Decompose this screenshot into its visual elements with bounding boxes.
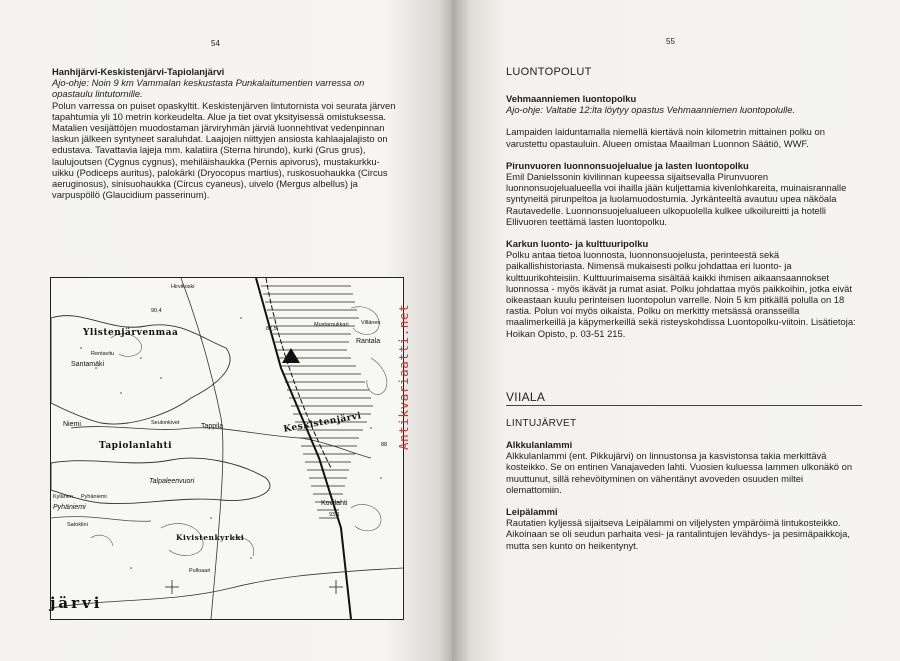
page-number-left: 54 xyxy=(211,39,220,48)
left-text-block xyxy=(52,66,397,200)
lake-body: Rautatien kyljessä sijaitseva Leipälammi on viljelysten ympäröimä lintukosteikko. Aikoinaan se oli seudun parhaita vesi- ja rantalintujen levähdys- ja pesimäpaikkoja, mutta sen kunto on heikentynyt. xyxy=(506,517,850,551)
page-number-right: 55 xyxy=(666,37,675,46)
entry-body: Lampaiden laiduntamalla niemellä kiertävä noin kilometrin mittainen polku on varustettu opastauluin. Alueen omistaa Maailman Luonnon Säätiö, WWF. xyxy=(506,126,825,149)
map-label-keskistenjarvi: Keskistenjärvi xyxy=(282,411,363,435)
sub-heading-lintujarvet: LINTUJÄRVET xyxy=(506,418,577,429)
entry-title: Pirunvuoren luonnonsuojelualue ja lasten luontopolku xyxy=(506,159,749,171)
map-label-tapiolanlahti: Tapiolanlahti xyxy=(99,441,173,451)
entry-title: Karkun luonto- ja kulttuuripolku xyxy=(506,238,649,250)
lake-body: Alkkulanlammi (ent. Pikkujärvi) on linnustonsa ja kasvistonsa takia merkittävä kosteikko. Se on entinen Vanajaveden lahti. Vuosien kuluessa lammen ulkonäkö on muuttunut, sillä rehevöityminen on vähentänyt avoveden osuuden miltei olemattomiin. xyxy=(506,450,853,495)
entry-body: Emil Danielssonin kivilinnan kupeessa sijaitsevalla Pirunvuoren luonnonsuojelualueella voi ihailla jään kuljettamia kivenlohkareita, muinaisrannalle syntyneitä pirunpeltoa ja luolamuodostumia. Jyrkänteeltä avautuu upea näköala Rautavedelle. Luonnonsuojelualueen ulkopuolella kulkee ulkoilureitti ja hotelli Ellivuoren teettämä lasten luontopolku. xyxy=(506,171,847,227)
entry-vehmaanniemi xyxy=(506,93,860,149)
map-label-ylistenjarvenmaa: Ylistenjärvenmaa xyxy=(83,328,179,338)
map-elevation-1: 90,4 xyxy=(151,308,162,314)
map-label-pyhaniemi-small: Pyhäniemi xyxy=(81,494,107,500)
map-label-villanen: Villänen xyxy=(361,320,381,326)
entry-karkku xyxy=(506,238,860,339)
section-heading-luontopolut: LUONTOPOLUT xyxy=(506,66,592,78)
map-label-seulonkivet: Seulonkivet xyxy=(151,420,180,426)
map-label-kivistenkyrkki: Kivistenkyrkki xyxy=(176,533,245,542)
lake-title: Leipälammi xyxy=(506,506,558,518)
entry-directions: Ajo-ohje: Valtatie 12:lta löytyy opastus Vehmaanniemen luontopolulle. xyxy=(506,104,796,116)
map-label-tappila: Tappila xyxy=(201,423,224,430)
lake-alkkulanlammi xyxy=(506,439,860,495)
paragraph-2: Matalien vesijättöjen muodostaman järviryhmän järviä luonnehtivat vedenpinnan laskun jälkeen syntyneet saraluhdat. Laajojen niittyjen ansiosta kahlaajalajisto on edustava. Tavattavia lajeja mm. kalatiira (Sterna hirundo), kurki (Grus grus), laulujoutsen (Cygnus cygnus), mehiläishaukka (Pernis apivorus), mustakurkku-uikku (Podiceps auritus), palokärki (Dryocopus martius), ruskosuohaukka (Circus aeruginosus), sinisuohaukka (Circus cyaneus), uivelo (Mergus albellus) ja varpuspöllö (Glaucidium passerinum). xyxy=(52,122,388,201)
map-elevation-4: 88 xyxy=(381,442,388,448)
map-label-niemi: Niemi xyxy=(63,421,81,428)
right-text-block xyxy=(506,93,860,339)
map-label-satoklini: Satoklini xyxy=(67,522,88,528)
map-label-kovilahti: Kovilahti xyxy=(321,500,348,507)
map-label-rentavitu: Rentavitu xyxy=(91,351,115,357)
map-title: järvi xyxy=(50,594,103,612)
map-label-rantala: Rantala xyxy=(356,338,381,345)
watermark: Antikvariaatti.net xyxy=(396,303,411,450)
map-label-kylanen: Kylänen xyxy=(53,494,73,500)
region-heading-viiala: VIIALA xyxy=(506,390,546,404)
map-label-hirvikoski: Hirvikoski xyxy=(171,284,195,290)
paragraph-1: Polun varressa on puiset opaskyltit. Keskistenjärven lintutornista voi seurata järven tapahtumia yli 10 metrin korkeudelta. Alue ja tiet ovat yksityisessä omistuksessa. xyxy=(52,99,396,122)
section-title: Hanhijärvi-Keskistenjärvi-Tapiolanjärvi xyxy=(52,66,225,77)
map-elevation-2: 87,5 xyxy=(266,326,277,332)
lakes-text-block xyxy=(506,439,860,551)
map-label-mustaroukkari: Mustaroukkari xyxy=(314,322,349,328)
region-divider xyxy=(506,405,862,406)
entry-title: Vehmaanniemen luontopolku xyxy=(506,93,637,104)
map-label-talpaleenvuori: Talpaleenvuori xyxy=(149,478,195,485)
directions-text: Ajo-ohje: Noin 9 km Vammalan keskustasta Punkalaitumentien varressa on opastaulu lintutornille. xyxy=(52,77,365,100)
lake-leipalammi xyxy=(506,506,860,551)
right-page xyxy=(452,0,900,661)
area-map xyxy=(50,277,404,620)
map-label-santamaki: Santamäki xyxy=(71,361,105,368)
entry-body: Polku antaa tietoa luonnosta, luonnonsuojelusta, perinteestä sekä paikallishistoriasta. Nimensä mukaisesti polku johdattaa eri luonto- ja kulttuurikohteisiin. Kulttuurimaisema sisältää kaikki ihmisen aikaansaannokset luonnossa - myös ikävät ja rumat asiat. Polku johdattaa myös paikkoihin, jotka eivät oikeastaan kuulu perinteisen luontopolun varrelle. Noin 5 km pitkällä polulla on 18 rastia. Polun voi myös oikaista. Polku on merkitty metsässä oransseilla maalimerkeillä ja käpymerkeillä sekä risteyskohdissa Luontopolku-viitoin. Lisätietoja: Hoikan Opisto, p. 03-51 215. xyxy=(506,249,856,339)
lake-title: Alkkulanlammi xyxy=(506,439,573,450)
map-label-pulloaari: Pulloaari xyxy=(189,568,211,574)
map-label-pyhaniemi: Pyhäniemi xyxy=(53,504,86,511)
entry-pirunvuori xyxy=(506,160,860,227)
map-elevation-3: 93,1 xyxy=(329,512,340,518)
